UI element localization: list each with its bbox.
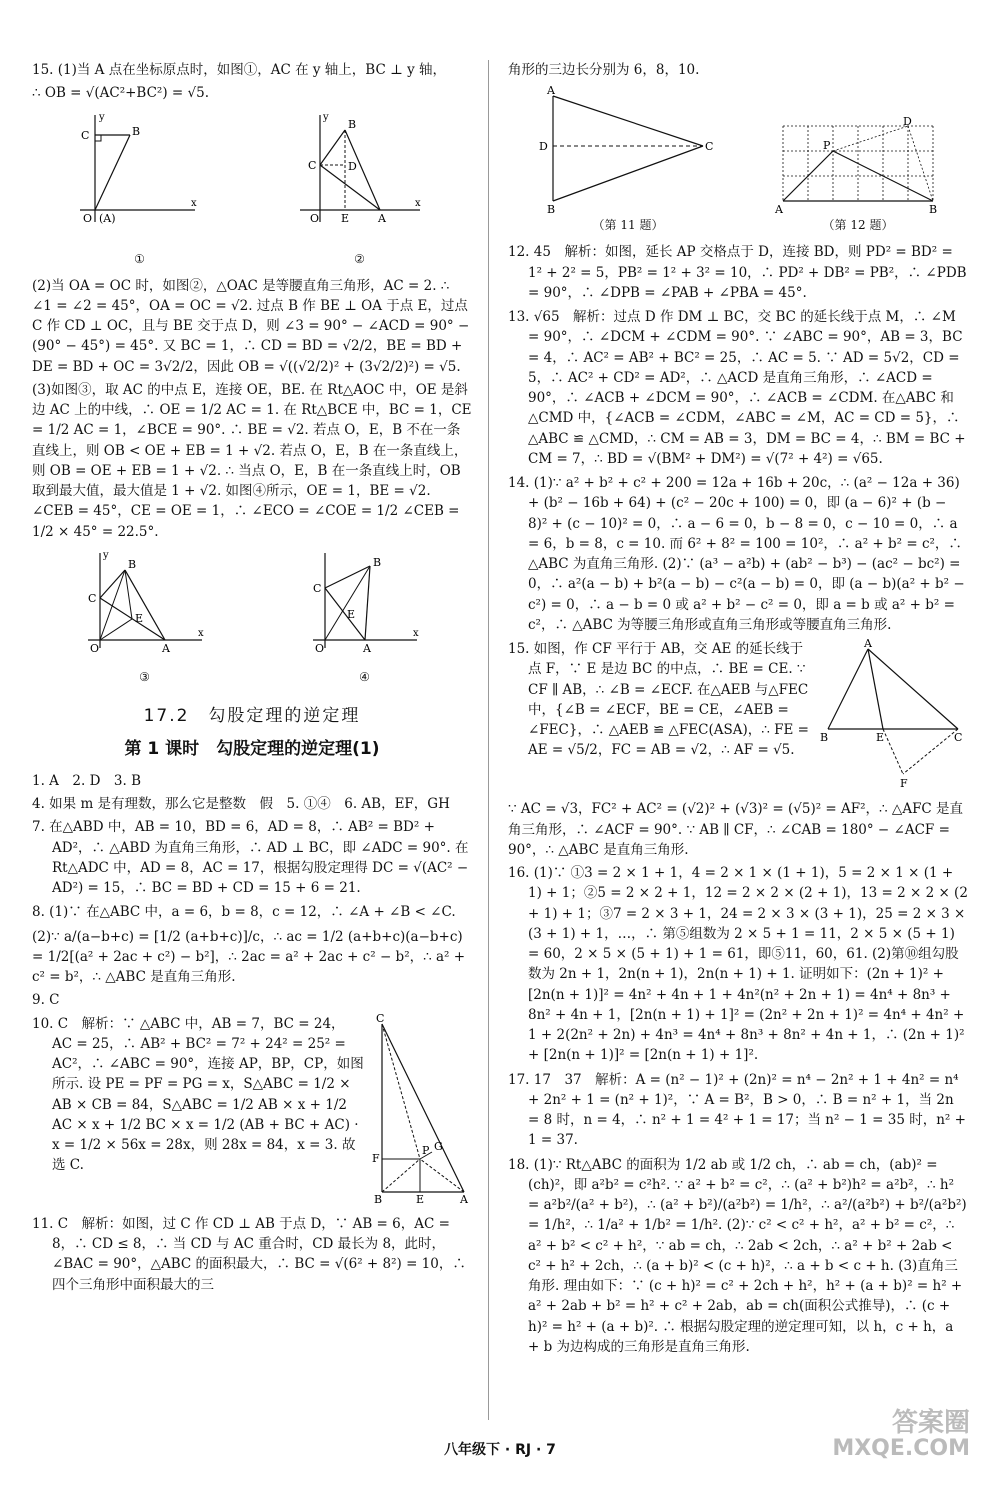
svg-text:C: C <box>87 591 96 605</box>
answer-1-3: 1. A 2. D 3. B <box>32 772 142 789</box>
q15-part1-line2: ∴ OB = √(AC²+BC²) = √5. <box>32 85 209 102</box>
left-column <box>32 60 472 1299</box>
figures-3-4 <box>32 548 472 686</box>
figure-3 <box>80 548 210 686</box>
svg-text:G: G <box>434 1139 443 1153</box>
answer-14: 14. (1)∵ a² + b² + c² + 200 = 12a + 16b + 20c，∴ (a² − 12a + 36) + (b² − 16b + 64) + (c² − 20c + 100) = 0，即 (a − 6)² + (b − 8)² + (c − 10)² = 0，∴ a − 6 = 0，b − 8 = 0，c − 10 = 0，∴ a = 6，b = 8，c = 10. 而 6² + 8² = 100 = 10²，∴ a² + b² = c²，∴ △ABC 为直角三角形. (2)∵ (a³ − a²b) + (ab² − b³) − (ac² − bc²) = 0，∴ a²(a − b) + b²(a − b) − c²(a − b) = 0，即 (a − b)(a² + b² − c²) = 0，∴ a − b = 0 或 a² + b² − c² = 0，即 a = b 或 a² + b² = c²，∴ △ABC 为等腰三角形或直角三角形或等腰直角三角形. <box>508 475 965 633</box>
figures-1-2 <box>32 110 472 268</box>
svg-text:B: B <box>820 731 829 744</box>
figure-3-caption: ③ <box>139 669 150 684</box>
answer-11-continued: 角形的三边长分别为 6，8，10. <box>508 62 700 78</box>
answer-4-6: 4. 如果 m 是有理数，那么它是整数 假 5. ①④ 6. AB，EF，GH <box>32 796 450 812</box>
answer-8-part2: (2)∵ a/(a−b+c) = [1/2 (a+b+c)]/c，∴ ac = 1/2 (a+b+c)(a−b+c) = 1/2[(a² + 2ac + c²) − b²]，∴ 2ac = a² + 2ac + c² − b²，∴ a² + c² = b²，∴ △ABC 是直角三角形. <box>32 928 466 985</box>
svg-text:D: D <box>903 116 912 129</box>
svg-text:x: x <box>414 197 421 209</box>
figure-1-caption: ① <box>134 251 145 266</box>
figure-15 <box>818 639 968 795</box>
answer-8-part1: 8. (1)∵ 在△ABC 中，a = 6，b = 8，c = 12，∴ ∠A + ∠B < ∠C. <box>32 904 456 921</box>
figure-2 <box>290 110 430 268</box>
answer-10: 10. C 解析：∵ △ABC 中，AB = 7，BC = 24，AC = 25，∴ AB² + BC² = 7² + 24² = 25² = AC²，∴ ∠ABC = 90°，连接 AP，BP，CP，如图所示. 设 PE = PF = PG = x，S△ABC = 1/2 × AB × CB = 84，S△ABC = 1/2 AB × x + 1/2 AC × x + 1/2 BC × x = 1/2 (AB + BC + AC) · x = 1/2 × 56x = 28x，则 28x = 84，x = 3. 故选 C. <box>32 1015 364 1174</box>
answer-9: 9. C <box>32 992 60 1009</box>
svg-text:C: C <box>954 731 963 744</box>
answer-7: 7. 在△ABD 中，AB = 10，BD = 6，AD = 8，∴ AB² = BD² + AD²，∴ △ABD 为直角三角形，∴ AD ⊥ BC，即 ∠ADC = 90°. 在 Rt△ADC 中，AD = 8，AC = 17，根据勾股定理得 DC = √(AC² − AD²) = 15，∴ BC = BD + CD = 15 + 6 = 21. <box>32 819 469 896</box>
section-title: 17.2 勾股定理的逆定理 <box>143 705 361 726</box>
svg-text:B: B <box>374 1192 383 1204</box>
svg-text:B: B <box>547 203 556 217</box>
svg-text:A: A <box>161 641 170 655</box>
svg-text:x: x <box>190 197 197 209</box>
svg-text:C: C <box>312 581 321 595</box>
svg-text:E: E <box>416 1192 425 1204</box>
watermark-line2: MXQE.COM <box>832 1436 970 1462</box>
svg-text:B: B <box>131 124 140 138</box>
figure-4 <box>305 548 425 686</box>
svg-text:P: P <box>823 139 831 153</box>
figure-2-caption: ② <box>354 251 365 266</box>
svg-text:y: y <box>98 111 105 123</box>
answer-18: 18. (1)∵ Rt△ABC 的面积为 1/2 ab 或 1/2 ch，∴ ab = ch，(ab)² = (ch)²，即 a²b² = c²h². ∵ a² + b² = c²，∴ (a² + b²)h² = a²b²，∴ h² = a²b²/(a² + b²)，∴ (a² + b²)/(a²b²) = 1/h²，∴ a²/(a²b²) + b²/(a²b²) = 1/h²，∴ 1/a² + 1/b² = 1/h². (2)∵ c² < c² + h²，a² + b² = c²，∴ a² + b² < c² + h²，∵ ab = ch，∴ 2ab < 2ch，∴ a² + b² + 2ab < c² + h² + 2ch，∴ (a + b)² < (c + h)²，∴ a + b < c + h. (3)直角三角形. 理由如下：∵ (c + h)² = c² + 2ch + h²，h² + (a + b)² = h² + a² + 2ab + b² = h² + c² + 2ab，ab = ch(面积公式推导)，∴ (c + h)² = h² + (a + b)². ∴ 根据勾股定理的逆定理可知，以 h，c + h，a + b 为边构成的三角形是直角三角形. <box>508 1156 967 1355</box>
svg-text:O: O <box>89 641 99 655</box>
svg-text:y: y <box>322 111 329 123</box>
svg-text:A: A <box>547 86 555 98</box>
svg-text:O: O <box>82 211 92 225</box>
svg-text:E: E <box>876 731 885 744</box>
svg-text:D: D <box>539 140 548 154</box>
svg-text:C: C <box>80 128 89 142</box>
q15-part3: (3)如图③，取 AC 的中点 E，连接 OE，BE. 在 Rt△AOC 中，OE 是斜边 AC 上的中线，∴ OE = 1/2 AC = 1. 在 Rt△BCE 中，BC = 1，CE = 1/2 AC = 1，∠BCE = 90°. ∴ BE = √2. 若点 O，E，B 不在一条直线上，则 OB < OE + EB = 1 + √2. 若点 O，E，B 在一条直线上，则 OB = OE + EB = 1 + √2. ∴ 当点 O，E，B 在一条直线上时，OB 取到最大值，最大值是 1 + √2. 如图④所示，OE = 1，BE = √2. ∠CEB = 45°，CE = OE = 1，∴ ∠ECO = ∠COE = 1/2 ∠CEB = 1/2 × 45° = 22.5°. <box>32 381 472 540</box>
svg-text:B: B <box>929 203 938 217</box>
figure-10 <box>372 1014 472 1210</box>
svg-text:A: A <box>377 211 386 225</box>
svg-text:A: A <box>864 639 872 650</box>
svg-text:C: C <box>376 1013 385 1025</box>
svg-text:C: C <box>307 158 316 172</box>
svg-text:y: y <box>102 549 109 561</box>
svg-text:D: D <box>347 159 357 173</box>
right-column <box>508 60 968 1361</box>
answer-12: 12. 45 解析：如图，延长 AP 交格点于 D，连接 BD，则 PD² = BD² = 1² + 2² = 5，PB² = 1² + 3² = 10，∴ PD² + DB² = PB²，∴ ∠PDB = 90°，∴ ∠DPB = ∠PAB + ∠PBA = 45°. <box>508 244 967 301</box>
svg-text:C: C <box>705 140 714 154</box>
figure-11 <box>533 86 723 234</box>
page-footer: 八年级下 · RJ · 7 <box>444 1442 556 1458</box>
svg-text:O: O <box>309 211 319 225</box>
svg-text:A: A <box>362 641 371 655</box>
svg-text:E: E <box>134 611 143 625</box>
answer-16: 16. (1)∵ ①3 = 2 × 1 + 1，4 = 2 × 1 × (1 + 1)，5 = 2 × 1 × (1 + 1) + 1；②5 = 2 × 2 + 1，12 = 2 × 2 × (2 + 1)，13 = 2 × 2 × (2 + 1) + 1；③7 = 2 × 3 + 1，24 = 2 × 3 × (3 + 1)，25 = 2 × 3 × (3 + 1) + 1，…，∴ 第⑤组数为 2 × 5 + 1 = 11，2 × 5 × (5 + 1) = 60，2 × 5 × (5 + 1) + 1 = 61，即⑤11，60，61. (2)第⑩组勾股数为 2n + 1，2n(n + 1)，2n(n + 1) + 1. 证明如下：(2n + 1)² + [2n(n + 1)]² = 4n² + 4n + 1 + 4n²(n² + 2n + 1) = 4n⁴ + 8n³ + 8n² + 4n + 1，[2n(n + 1) + 1]² = (2n² + 2n + 1)² = 4n⁴ + 4n² + 1 + 2(2n² + 2n) + 4n³ = 4n⁴ + 8n³ + 8n² + 4n + 1，∴ (2n + 1)² + [2n(n + 1)]² = [2n(n + 1) + 1]². <box>508 865 968 1064</box>
answer-17: 17. 17 37 解析：A = (n² − 1)² + (2n)² = n⁴ − 2n² + 1 + 4n² = n⁴ + 2n² + 1 = (n² + 1)²，∵ A = B²，B > 0，∴ B = n² + 1，当 2n = 8 时，n = 4，∴ n² + 1 = 4² + 1 = 17；当 n² − 1 = 35 时，n² + 1 = 37. <box>508 1071 966 1149</box>
answer-13: 13. √65 解析：过点 D 作 DM ⊥ BC，交 BC 的延长线于点 M，∴ ∠M = 90°，∴ ∠DCM + ∠CDM = 90°. ∵ ∠ABC = 90°，AB = 3，BC = 4，∴ AC² = AB² + BC² = 25，∴ AC = 5. ∵ AD = 5√2，CD = 5，∴ AC² + CD² = AD²，∴ △ACD 是直角三角形，∴ ∠ACD = 90°，∴ ∠ACB + ∠DCM = 90°，∴ ∠ACB = ∠CDM. 在△ABC 和△CMD 中，{∠ACB = ∠CDM，∠ABC = ∠M，AC = CD = 5}，∴ △ABC ≌ △CMD，∴ CM = AB = 3，DM = BC = 4，∴ BM = BC + CM = 7，∴ BD = √(BM² + DM²) = √(7² + 4²) = √65. <box>508 309 966 467</box>
answer-15-part1: 15. 如图，作 CF 平行于 AB，交 AE 的延长线于点 F，∵ E 是边 BC 的中点，∴ BE = CE. ∵ CF ∥ AB，∴ ∠B = ∠ECF. 在△AEB 与△FEC 中，{∠B = ∠ECF，BE = CE，∠AEB = ∠FEC}，∴ △AEB ≌ △FEC(ASA)，∴ FE = AE = √5/2，FC = AB = √2，∴ AF = √5. <box>508 641 809 759</box>
svg-text:A: A <box>460 1192 468 1204</box>
figure-1 <box>75 110 205 268</box>
figure-12-caption: （第 12 题） <box>822 218 894 233</box>
lesson-title: 第 1 课时 勾股定理的逆定理(1) <box>124 739 380 760</box>
svg-text:B: B <box>347 117 356 131</box>
answer-15-part2: ∵ AC = √3，FC² + AC² = (√2)² + (√3)² = (√5)² = AF²，∴ △AFC 是直角三角形，∴ ∠ACF = 90°. ∵ AB ∥ CF，∴ ∠CAB = 180° − ∠ACF = 90°，∴ △ABC 是直角三角形. <box>508 801 964 858</box>
watermark-line1: 答案圈 <box>891 1408 970 1438</box>
q15-part2: (2)当 OA = OC 时，如图②，△OAC 是等腰直角三角形，AC = 2. ∴ ∠1 = ∠2 = 45°，OA = OC = √2. 过点 B 作 BE ⊥ OA 于点 E，过点 C 作 CD ⊥ OC，且与 BE 交于点 D，则 ∠3 = 90° − ∠ACD = 90° − (90° − 45°) = 45°. 又 BC = 1，∴ CD = BD = √2/2，BE = BD + DE = BD + OC = 3√2/2，因此 OB = √((√2/2)² + (3√2/2)²) = √5. <box>32 277 470 375</box>
svg-text:O: O <box>314 641 324 655</box>
q15-part1-line1: 15. (1)当 A 点在坐标原点时，如图①，AC 在 y 轴上，BC ⊥ y 轴， <box>32 62 446 78</box>
svg-text:E: E <box>346 607 355 621</box>
figure-11-caption: （第 11 题） <box>592 218 664 233</box>
svg-text:E: E <box>340 211 349 225</box>
answer-11: 11. C 解析：如图，过 C 作 CD ⊥ AB 于点 D，∵ AB = 6，AC = 8，∴ CD ≤ 8，∴ 当 CD 与 AC 重合时，CD 最长为 8，此时，∠BAC = 90°，△ABC 的面积最大，∴ BC = √(6² + 8²) = 10，∴ 四个三角形中面积最大的三 <box>32 1215 466 1293</box>
figure-4-caption: ④ <box>359 669 370 684</box>
svg-text:F: F <box>900 777 908 789</box>
svg-text:x: x <box>412 627 419 639</box>
svg-text:F: F <box>372 1151 380 1165</box>
watermark-logo <box>832 1410 970 1460</box>
figure-12 <box>773 116 943 234</box>
svg-text:B: B <box>127 557 136 571</box>
svg-text:A: A <box>775 203 783 217</box>
svg-text:P: P <box>422 1143 430 1157</box>
svg-text:(A): (A) <box>98 211 116 225</box>
svg-text:x: x <box>197 627 204 639</box>
figures-11-12 <box>508 86 968 234</box>
svg-text:B: B <box>372 555 381 569</box>
column-divider <box>488 60 489 1420</box>
